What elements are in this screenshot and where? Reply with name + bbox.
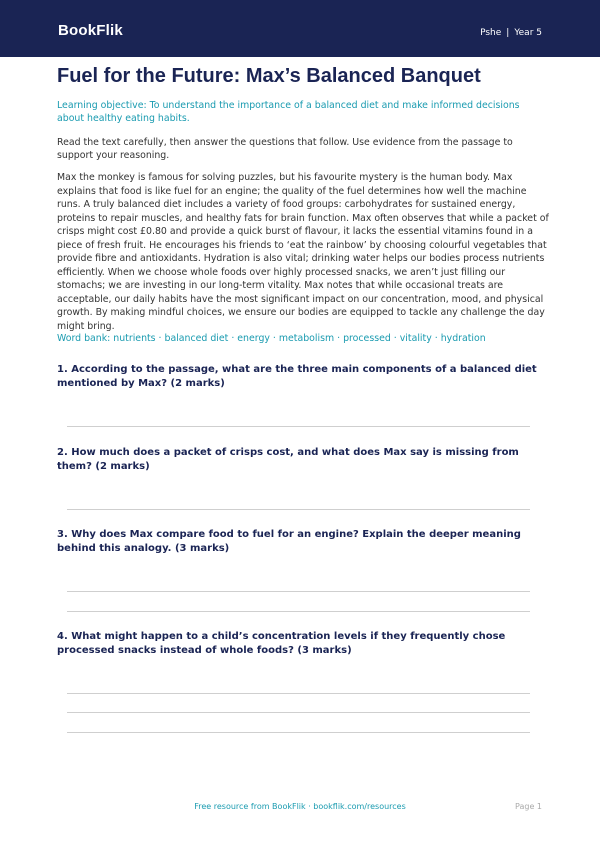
brand-logo: BookFlik (58, 22, 123, 39)
reading-passage: Max the monkey is famous for solving puzzles, but his favourite mystery is the human body. Max explains that food is like fuel for an engine; the quality of the fuel determines how well the machine runs. A truly balanced diet includes a variety of food groups: carbohydrates for sustained energy, proteins to repair muscles, and healthy fats for brain function. Max often observes that while a packet of crisps might cost £0.80 and provide a quick burst of flavour, it lacks the essential vitamins found in a piece of fresh fruit. He encourages his friends to ‘eat the rainbow’ by choosing colourful vegetables that provide fibre and antioxidants. Hydration is also vital; drinking water helps our bodies process nutrients efficiently. When we choose whole foods over highly processed snacks, we aren’t just filling our stomachs; we are investing in our long-term vitality. Max notes that while occasional treats are acceptable, our daily habits have the most significant impact on our concentration, mood, and physical growth. By making mindful choices, we ensure our bodies are equipped to tackle any challenge the day might bring. (57, 172, 549, 332)
question-3: 3. Why does Max compare food to fuel for an engine? Explain the deeper meaning behind this analogy. (3 marks) (57, 529, 521, 554)
meta-separator: | (506, 28, 510, 38)
header-bar (0, 0, 600, 57)
learning-objective: Learning objective: To understand the importance of a balanced diet and make informed decisions about healthy eating habits. (57, 100, 520, 125)
answer-line-q4-1[interactable] (67, 693, 530, 694)
answer-line-q3-1[interactable] (67, 591, 530, 592)
year-label: Year 5 (514, 28, 542, 38)
instructions: Read the text carefully, then answer the questions that follow. Use evidence from the passage to support your reasoning. (57, 137, 513, 162)
answer-line-q4-2[interactable] (67, 712, 530, 713)
question-4: 4. What might happen to a child’s concentration levels if they frequently chose processed snacks instead of whole foods? (3 marks) (57, 631, 506, 656)
answer-line-q3-2[interactable] (67, 611, 530, 612)
footer-credit: Free resource from BookFlik · bookflik.com/resources (194, 802, 406, 811)
question-1: 1. According to the passage, what are the three main components of a balanced diet mentioned by Max? (2 marks) (57, 364, 537, 389)
answer-line-q1-1[interactable] (67, 426, 530, 427)
question-2: 2. How much does a packet of crisps cost, and what does Max say is missing from them? (2 marks) (57, 447, 519, 472)
answer-line-q2-1[interactable] (67, 509, 530, 510)
word-bank: Word bank: nutrients · balanced diet · energy · metabolism · processed · vitality · hydration (57, 333, 486, 344)
page-number: Page 1 (515, 802, 542, 811)
worksheet-title: Fuel for the Future: Max’s Balanced Banquet (57, 65, 481, 87)
subject-year-meta (480, 27, 542, 39)
subject-label: Pshe (480, 28, 502, 38)
answer-line-q4-3[interactable] (67, 732, 530, 733)
